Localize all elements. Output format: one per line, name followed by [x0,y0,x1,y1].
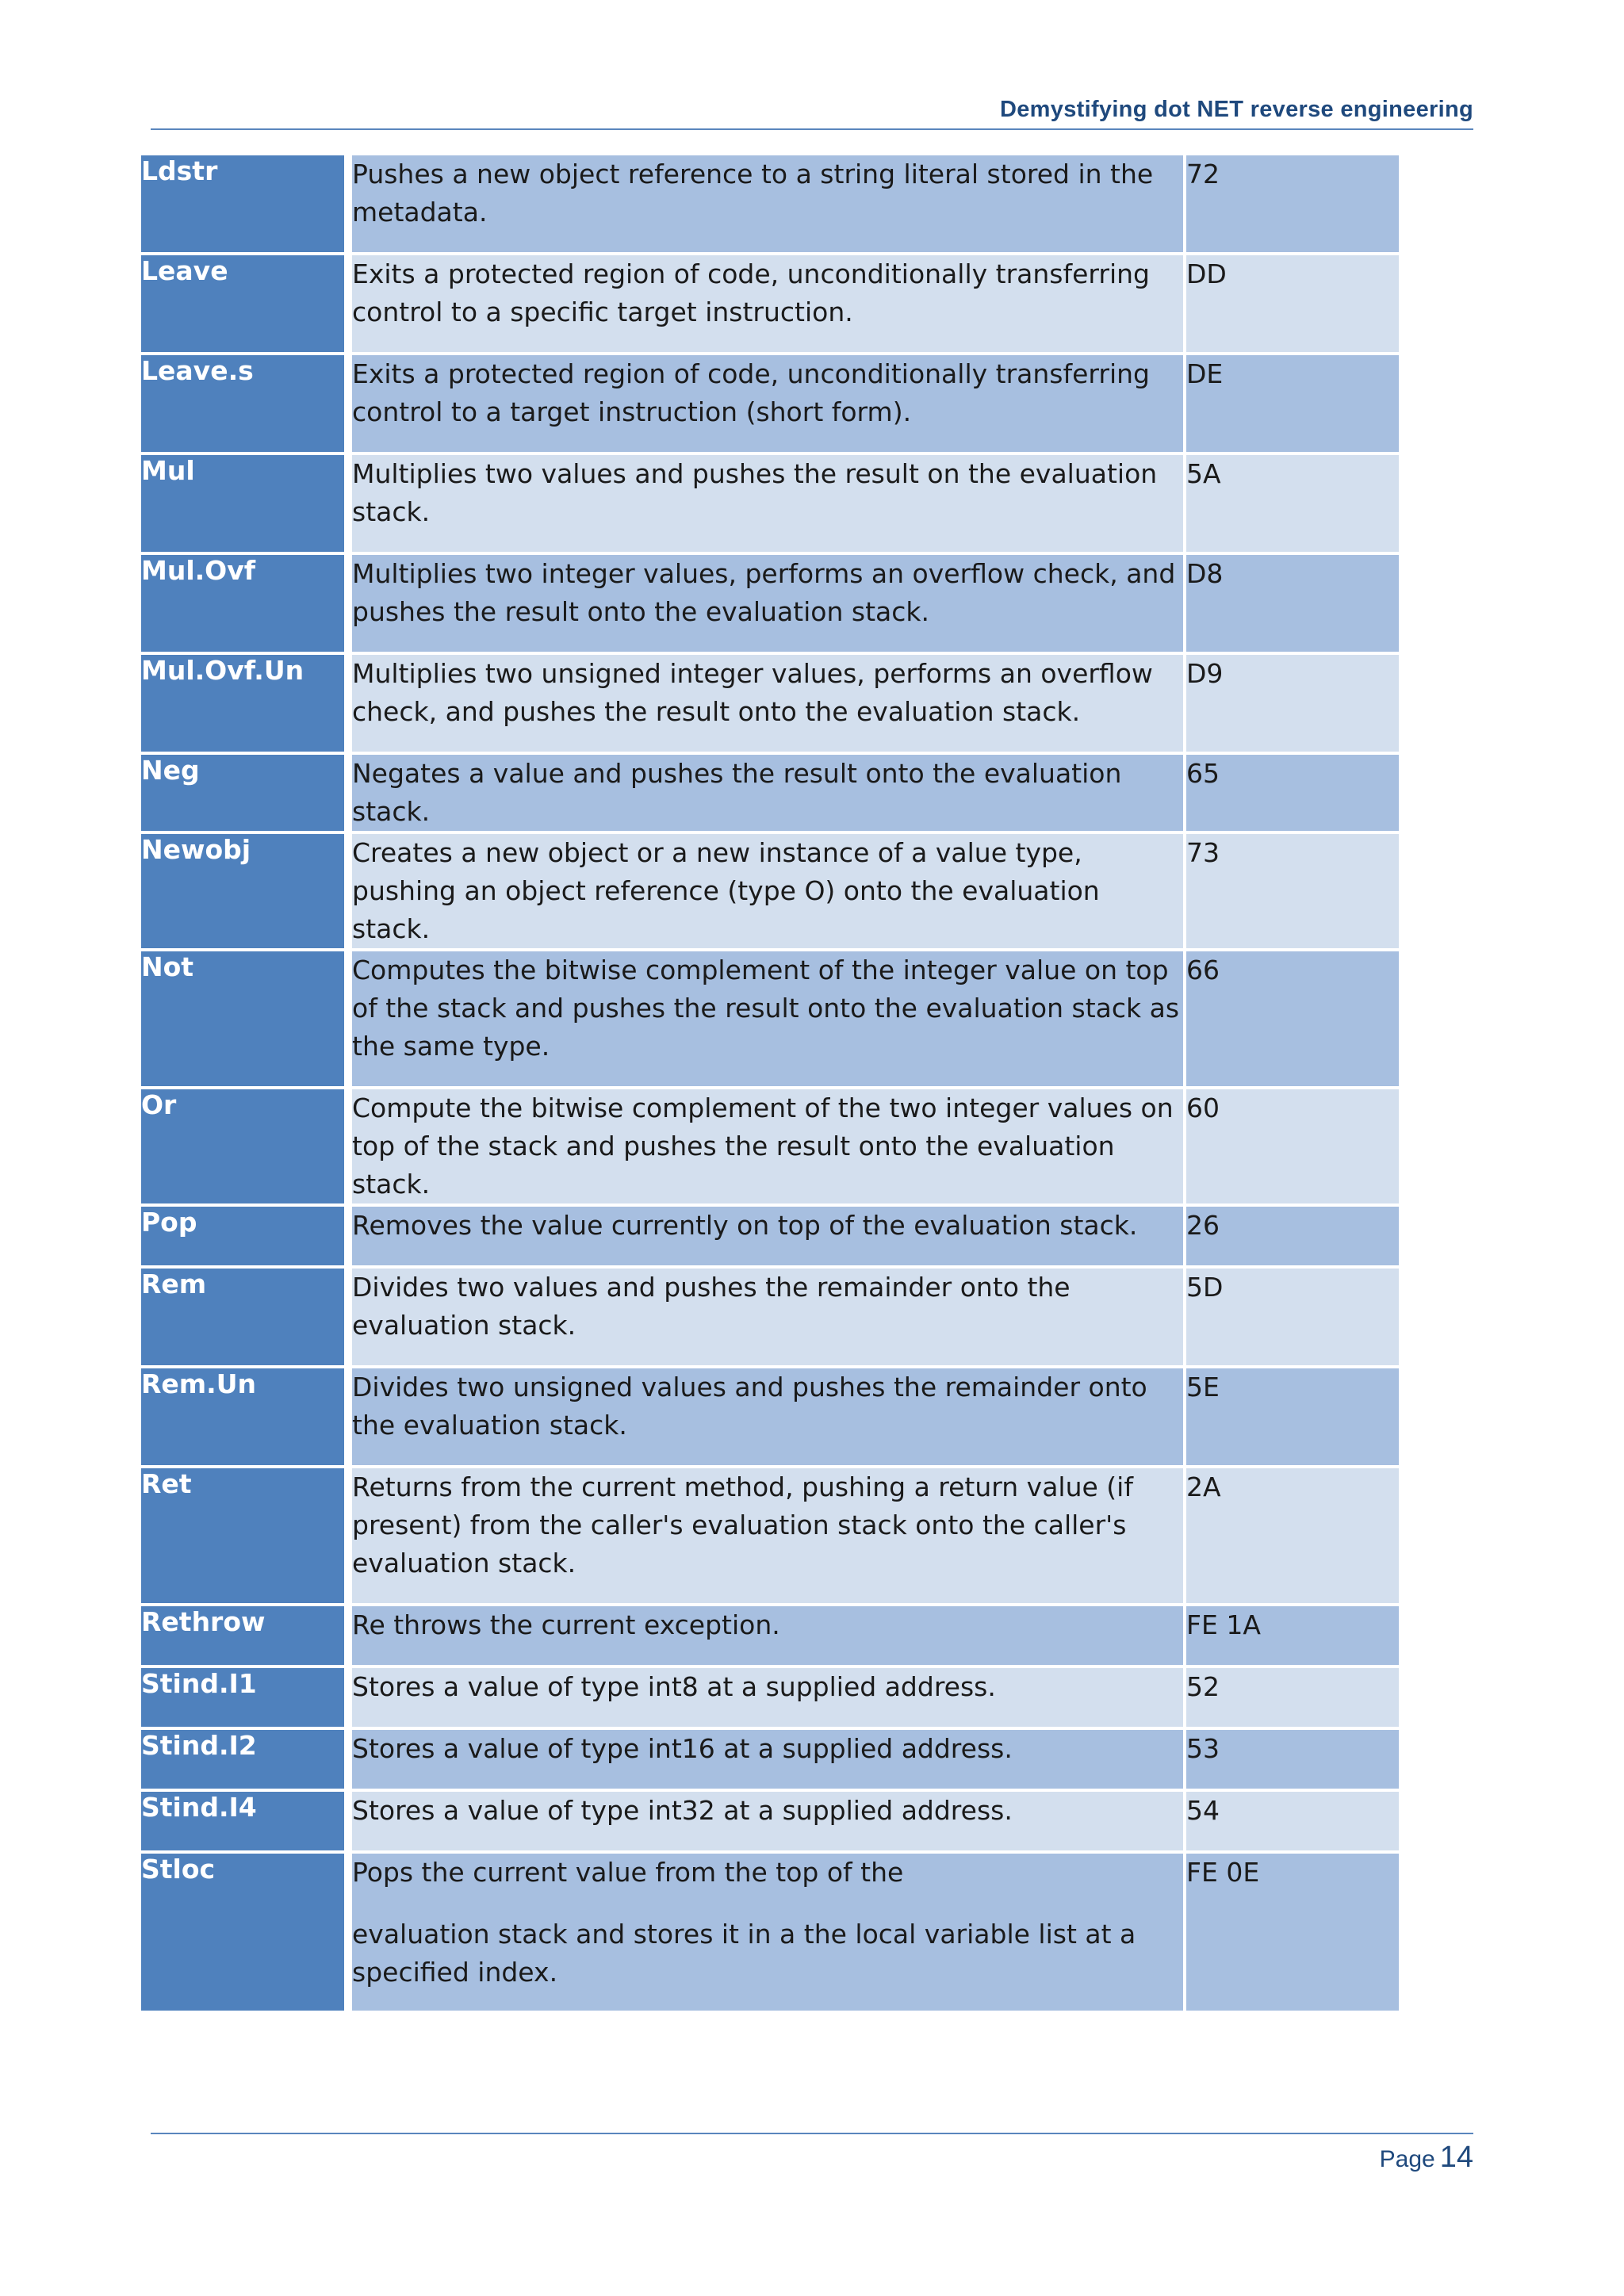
opcode-hex: FE 1A [1186,1606,1399,1668]
table-row [141,1089,1399,1207]
page-number [1380,2141,1473,2175]
opcode-description: Stores a value of type int16 at a supplied address. [352,1730,1183,1792]
opcode-hex: 5A [1186,455,1399,555]
table-row [141,1792,1399,1854]
opcode-hex: 53 [1186,1730,1399,1792]
table-row [141,1269,1399,1368]
opcode-description: Multiplies two values and pushes the result on the evaluation stack. [352,455,1183,555]
opcode-description: Negates a value and pushes the result onto the evaluation stack. [352,755,1183,834]
page-number-value: 14 [1439,2141,1473,2174]
opcode-hex: 60 [1186,1089,1399,1207]
opcode-hex: 52 [1186,1668,1399,1730]
opcode-hex: D9 [1186,655,1399,755]
table-row [141,1854,1399,2014]
opcode-name: Neg [141,755,344,834]
opcode-hex: 5E [1186,1368,1399,1468]
opcode-name: Rem.Un [141,1368,344,1468]
opcode-description: Stores a value of type int8 at a supplied address. [352,1668,1183,1730]
table-row [141,555,1399,655]
opcode-hex: 72 [1186,155,1399,255]
opcode-hex: 5D [1186,1269,1399,1368]
table-row [141,1606,1399,1668]
opcode-description: Exits a protected region of code, unconditionally transferring control to a specific target instruction. [352,255,1183,355]
table-row [141,1668,1399,1730]
opcode-description: Returns from the current method, pushing a return value (if present) from the caller's evaluation stack onto the caller's evaluation stack. [352,1468,1183,1606]
opcode-name: Ret [141,1468,344,1606]
opcode-name: Stloc [141,1854,344,2014]
opcode-table [141,155,1399,2014]
opcode-hex: 26 [1186,1207,1399,1269]
opcode-name: Ldstr [141,155,344,255]
opcode-hex: 66 [1186,951,1399,1089]
opcode-name: Stind.I1 [141,1668,344,1730]
opcode-name: Mul [141,455,344,555]
opcode-name: Rem [141,1269,344,1368]
opcode-name: Pop [141,1207,344,1269]
table-row [141,1207,1399,1269]
opcode-description-part: evaluation stack and stores it in a the local variable list at a specified index. [352,1919,1136,1988]
opcode-description: Removes the value currently on top of the evaluation stack. [352,1207,1183,1269]
opcode-name: Rethrow [141,1606,344,1668]
opcode-name: Stind.I2 [141,1730,344,1792]
opcode-description: Multiplies two unsigned integer values, performs an overflow check, and pushes the result onto the evaluation stack. [352,655,1183,755]
opcode-hex: 73 [1186,834,1399,951]
opcode-description: Pushes a new object reference to a string literal stored in the metadata. [352,155,1183,255]
opcode-description-part: Pops the current value from the top of the [352,1857,904,1888]
opcode-name: Mul.Ovf.Un [141,655,344,755]
opcode-hex: 2A [1186,1468,1399,1606]
opcode-hex: DD [1186,255,1399,355]
opcode-description: Re throws the current exception. [352,1606,1183,1668]
opcode-hex: 65 [1186,755,1399,834]
opcode-name: Or [141,1089,344,1207]
footer-rule [151,2133,1473,2134]
opcode-name: Stind.I4 [141,1792,344,1854]
table-row [141,255,1399,355]
opcode-name: Not [141,951,344,1089]
table-row [141,834,1399,951]
opcode-name: Newobj [141,834,344,951]
opcode-description: Computes the bitwise complement of the integer value on top of the stack and pushes the result onto the evaluation stack as the same type. [352,951,1183,1089]
table-row [141,1730,1399,1792]
opcode-description: Multiplies two integer values, performs an overflow check, and pushes the result onto the evaluation stack. [352,555,1183,655]
opcode-hex: FE 0E [1186,1854,1399,2014]
table-row [141,655,1399,755]
opcode-description: Exits a protected region of code, unconditionally transferring control to a target instruction (short form). [352,355,1183,455]
opcode-description: Creates a new object or a new instance of a value type, pushing an object reference (type O) onto the evaluation stack. [352,834,1183,951]
opcode-description: Compute the bitwise complement of the two integer values on top of the stack and pushes the result onto the evaluation stack. [352,1089,1183,1207]
opcode-name: Leave.s [141,355,344,455]
opcode-description: Divides two values and pushes the remainder onto the evaluation stack. [352,1269,1183,1368]
opcode-description: Divides two unsigned values and pushes the remainder onto the evaluation stack. [352,1368,1183,1468]
opcode-name: Mul.Ovf [141,555,344,655]
table-row [141,1368,1399,1468]
opcode-description: Stores a value of type int32 at a supplied address. [352,1792,1183,1854]
header-rule [151,128,1473,130]
running-header: Demystifying dot NET reverse engineering [1000,97,1473,122]
table-row [141,155,1399,255]
table-row [141,1468,1399,1606]
table-row [141,951,1399,1089]
opcode-name: Leave [141,255,344,355]
opcode-hex: DE [1186,355,1399,455]
table-row [141,355,1399,455]
opcode-hex: D8 [1186,555,1399,655]
opcode-hex: 54 [1186,1792,1399,1854]
table-row [141,455,1399,555]
table-row [141,755,1399,834]
page-label: Page [1379,2146,1435,2172]
opcode-description [352,1854,1183,2014]
